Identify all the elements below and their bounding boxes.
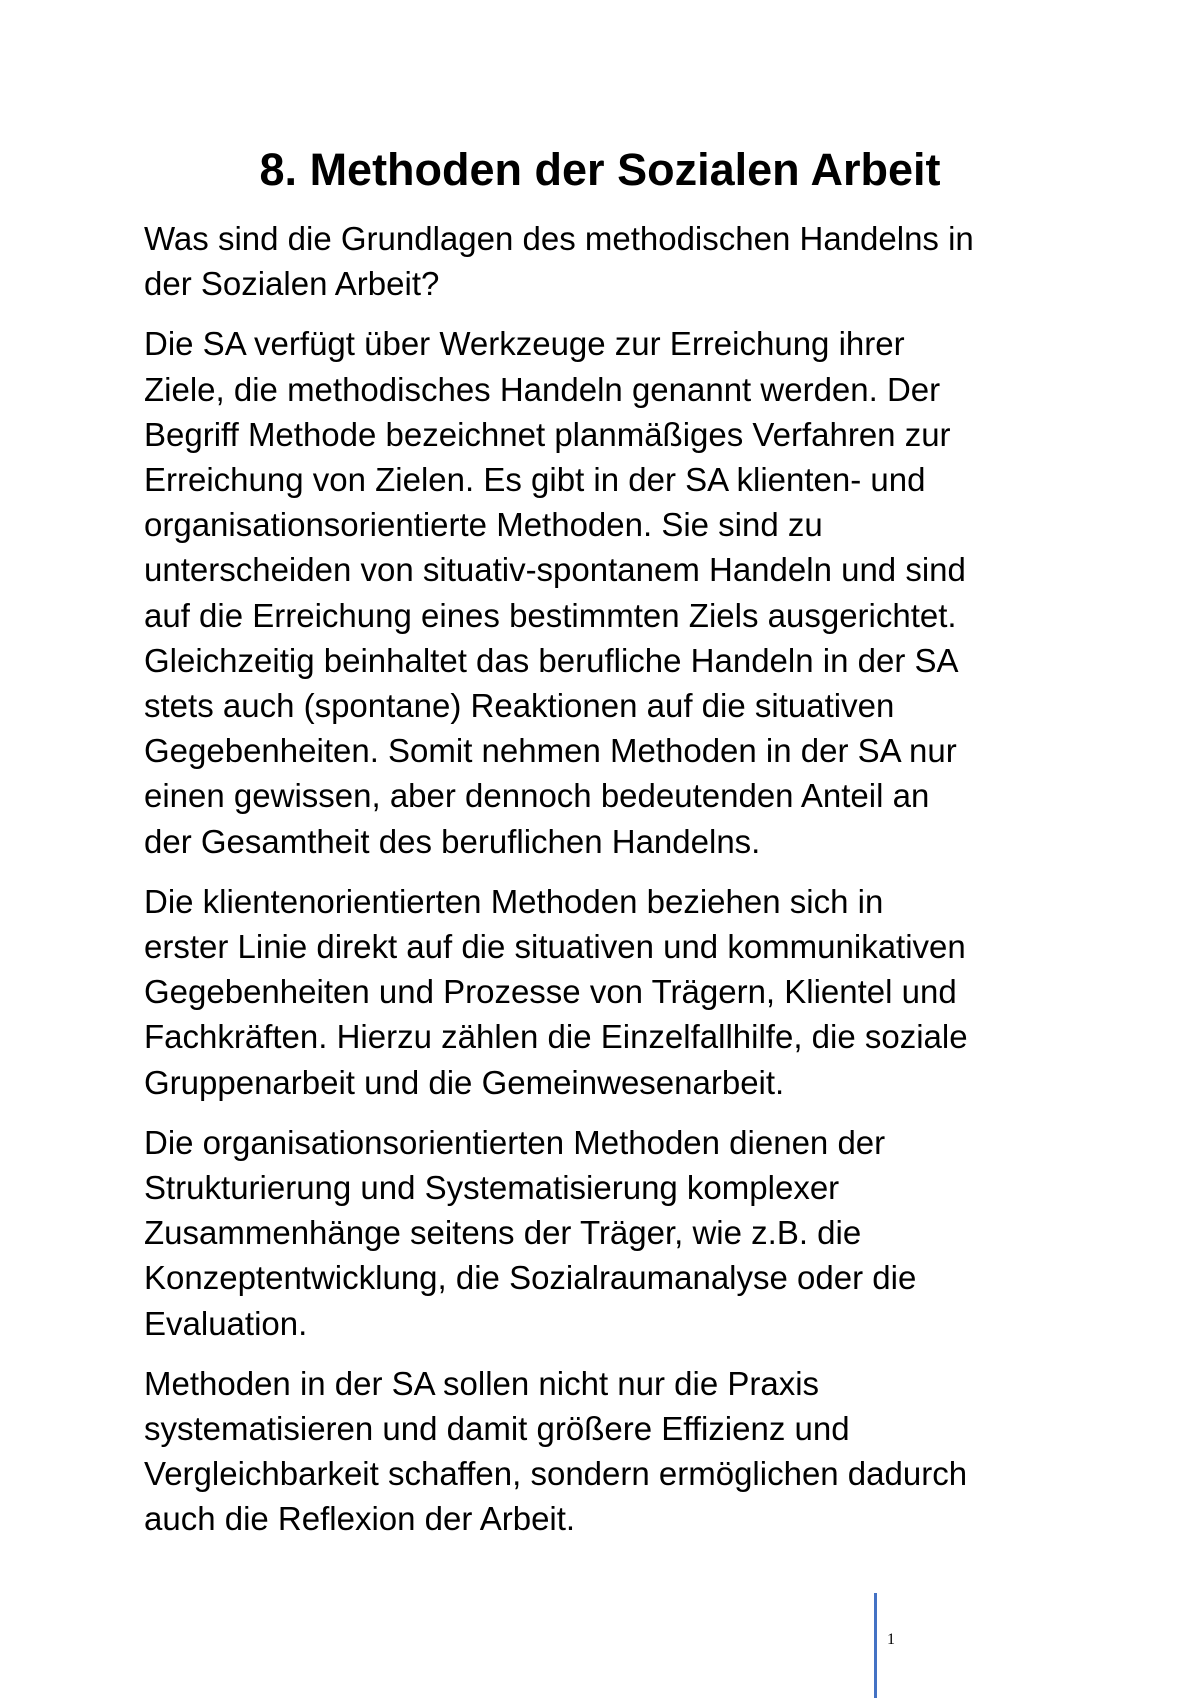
text-line: Strukturierung und Systematisierung komplexer — [144, 1169, 840, 1207]
page-number-divider — [874, 1593, 877, 1698]
paragraph-conclusion — [144, 1361, 1074, 1542]
text-line: Begriff Methode bezeichnet planmäßiges Verfahren zur — [144, 415, 951, 453]
text-line: Die klientenorientierten Methoden beziehen sich in — [144, 882, 884, 920]
paragraph-client-oriented — [144, 879, 1074, 1105]
document-body — [144, 216, 1074, 1557]
text-line: auch die Reflexion der Arbeit. — [144, 1500, 576, 1538]
text-line: Gruppenarbeit und die Gemeinwesenarbeit. — [144, 1063, 785, 1101]
text-line: systematisieren und damit größere Effizienz und — [144, 1410, 850, 1448]
text-line: der Sozialen Arbeit? — [144, 265, 440, 303]
text-line: erster Linie direkt auf die situativen und kommunikativen — [144, 928, 966, 966]
text-line: Erreichung von Zielen. Es gibt in der SA klienten- und — [144, 461, 926, 499]
text-line: Gegebenheiten und Prozesse von Trägern, Klientel und — [144, 973, 957, 1011]
text-line: der Gesamtheit des beruflichen Handelns. — [144, 822, 761, 860]
text-line: Vergleichbarkeit schaffen, sondern ermöglichen dadurch — [144, 1455, 968, 1493]
paragraph-methods-overview — [144, 321, 1074, 863]
text-line: einen gewissen, aber dennoch bedeutenden Anteil an — [144, 777, 930, 815]
paragraph-question — [144, 216, 1074, 306]
text-line: Zusammenhänge seitens der Träger, wie z.B. die — [144, 1214, 862, 1252]
page-number: 1 — [887, 1631, 895, 1648]
text-line: Die organisationsorientierten Methoden dienen der — [144, 1123, 886, 1161]
text-line: Methoden in der SA sollen nicht nur die Praxis — [144, 1364, 820, 1402]
text-line: unterscheiden von situativ-spontanem Handeln und sind — [144, 551, 966, 589]
text-line: Ziele, die methodisches Handeln genannt werden. Der — [144, 370, 941, 408]
text-line: Gegebenheiten. Somit nehmen Methoden in der SA nur — [144, 732, 957, 770]
text-line: stets auch (spontane) Reaktionen auf die situativen — [144, 687, 895, 725]
text-line: Was sind die Grundlagen des methodischen Handelns in — [144, 220, 974, 257]
text-line: Die SA verfügt über Werkzeuge zur Erreichung ihrer — [144, 325, 905, 363]
text-line: Gleichzeitig beinhaltet das berufliche Handeln in der SA — [144, 641, 959, 679]
page-title: 8. Methoden der Sozialen Arbeit — [259, 144, 941, 195]
text-line: Fachkräften. Hierzu zählen die Einzelfallhilfe, die soziale — [144, 1018, 968, 1056]
text-line: organisationsorientierte Methoden. Sie sind zu — [144, 506, 823, 544]
text-line: Konzeptentwicklung, die Sozialraumanalyse oder die — [144, 1259, 917, 1297]
text-line: Evaluation. — [144, 1304, 308, 1342]
text-line: auf die Erreichung eines bestimmten Ziels ausgerichtet. — [144, 596, 957, 634]
paragraph-organization-oriented — [144, 1120, 1074, 1346]
